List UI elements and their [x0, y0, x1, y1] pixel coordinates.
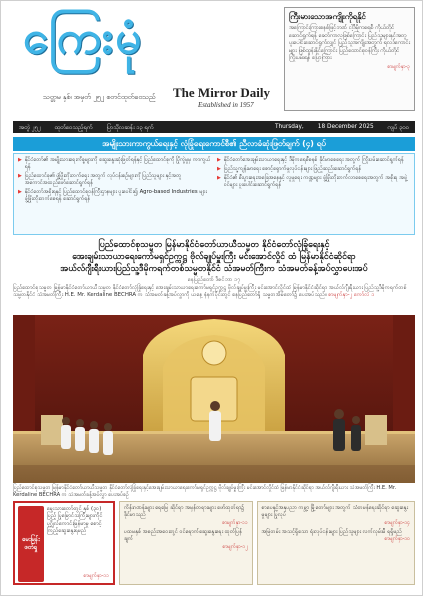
- brief-item: ▶ ပြည်ထောင်စု၏ ဖွံ့ဖြိုးတိုးတက်ရေး အတွက် လုပ်ငန်းစဉ်များကို ပြည်သူများ နှင့်အတူ အကောင်အထည်ဖော်ဆောင်ရွက်ရန်: [18, 172, 182, 186]
- news-briefs-box: [13, 153, 415, 235]
- top-box-heading: ကြီးမားသောအကျိုးကိုရနိုင်: [289, 12, 366, 21]
- photo-caption: ပြည်ထောင်စုသမ္မတ မြန်မာနိုင်ငံတော်ယာယီသမ္မတ နိုင်ငံတော်လုံခြုံရေးနှင့်အေးချမ်းသာယာရေးကော်မရှင်ဥက္ကဋ္ဌ ဗိုလ်ချုပ်မှူးကြီး မင်းအောင်လှိုင်ထံ မြန်မာနိုင်ငံဆိုင်ရာ အယ်လ်ဂျီးရီးယား သံအမတ်ကြီး H.E. Mr. Kerdaline BECHRA က သံအမတ်ခန့်အပ်လွှာ ပေးအပ်စဉ်: [13, 485, 397, 498]
- triangle-bullet-icon: ▶: [217, 175, 221, 181]
- date: 18 December 2025: [317, 124, 374, 130]
- triangle-bullet-icon: ▶: [217, 166, 221, 172]
- briefs-right-column: [217, 157, 410, 231]
- ceremony-photo: [13, 315, 415, 483]
- feature-page-ref[interactable]: စာမျက်နှာ-၁၁: [83, 573, 109, 579]
- continued-page-ref[interactable]: စာမျက်နှာ-၂ ကော်လံ ၁: [328, 292, 375, 299]
- brief-item: ▶ နိုင်ငံတော်၏ အမျိုးသားရေးကိစ္စများကို ဆွေးနွေးဆုံးဖြတ်ရန်နှင့် ပြည်ထောင်စုကို ပြိုကွဲမှုမှ ကာကွယ်ရန်: [18, 157, 211, 170]
- article-body: [13, 285, 415, 299]
- main-headline[interactable]: [21, 239, 407, 275]
- teaser-box-2: [257, 501, 415, 585]
- triangle-bullet-icon: ▶: [18, 188, 22, 195]
- weekday: Thursday,: [274, 124, 304, 130]
- brief-item: ▶ နိုင်ငံ၏ စီးပွားရေးအခြေအနေနှင့် လူမှုရေး ကဏ္ဍများ ဖွံ့ဖြိုးတိုးတက်လာစေရေးအတွက် အစိုးရ အဖွဲ့ဝင်များ ပူးပေါင်းဆောင်ရွက်ရန်: [217, 175, 408, 188]
- headline-line-1: ပြည်ထောင်စုသမ္မတ မြန်မာနိုင်ငံတော်ယာယီသမ္မတ နိုင်ငံတော်လုံခြုံရေးနှင့်: [98, 240, 330, 250]
- teaser-item[interactable]: ပထမနှစ် အစည်းအဝေးတွင် ဝင်ရောက်ဆွေးနွေးရေး ထုတ်ပြန်ချက်: [124, 528, 243, 543]
- teaser-page-ref[interactable]: စာမျက်နှာ-၁၁: [222, 519, 248, 526]
- triangle-bullet-icon: ▶: [18, 157, 22, 163]
- established-line: Established in 1957: [198, 101, 254, 109]
- top-news-box[interactable]: [284, 7, 415, 111]
- masthead: [1, 1, 423, 119]
- teaser-page-ref[interactable]: စာမျက်နှာ-၁၄: [384, 519, 410, 526]
- headline-line-2: အေးချမ်းသာယာရေးကော်မရှင်ဥက္ကဋ္ဌ ဗိုလ်ချုပ်မှူးကြီး မင်းအောင်လှိုင် ထံ မြန်မာနိုင်ငံဆိုင်ရာ: [72, 252, 356, 262]
- feature-brand: မေးမြန်း ဖတ်ရှု: [18, 506, 44, 582]
- teaser-box-1: [119, 501, 253, 585]
- brief-item: ▶ ပြည်သူ့ကျန်းမာရေး စောင့်ရှောက်မှုလုပ်ငန်းများ ဖြည့်ဆည်းဆောင်ရွက်ရန်: [217, 166, 362, 172]
- volume-number: အတွဲ ၂၅၂: [19, 124, 41, 131]
- article-dateline: နေပြည်တော် ဒီဇင်ဘာ ၁၇: [187, 277, 241, 283]
- teaser-page-ref[interactable]: စာမျက်နှာ-၁၂: [222, 543, 248, 550]
- briefs-left-column: [18, 157, 211, 231]
- price: ကျပ် ၃၀၀: [387, 124, 409, 131]
- headline-bar[interactable]: အမျိုးသားကာကွယ်ရေးနှင့် လုံခြုံရေးကောင်စီ၏ ညီလာခံဆုံးဖြတ်ချက် (၄) ရပ်: [13, 137, 415, 151]
- date-bar: [13, 121, 415, 133]
- top-box-body: အကြောင်းကြားစနစ်ဖြင့်ဘဏ် ငါ့ဒီမိုကရေစီ ကိုယ်တိုင်ဆောင်ရွက်ရန် ခေတ်ကာလဖြစ်ကြောင်း ပြည်သူများနှင့်အတူ ပူးပေါင်းဆောင်ရွက်လျှင် ပြည်သူအကျိုးအတွက် ရလဒ်ကောင်းများ ဖြစ်ထွန်းနိုင်ကြောင်း ပြည်ထောင်စုဝန်ကြီး ကိုယ်တိုင်ကြိုးပမ်းရန် ပြောကြား: [289, 25, 411, 62]
- headline-line-3: အယ်လ်ဂျီးရီးယားပြည်သူ့ဒီမိုကရက်တစ်သမ္မတနိုင်ငံ သံအမတ်ကြီးက သံအမတ်ခန့်အပ်လွှာပေးအပ်: [60, 264, 368, 274]
- brief-item: ▶ နိုင်ငံတော်အေးချမ်းသာယာရေးနှင့် ဒီမိုကရေစီစနစ် ခိုင်မာစေရေး အတွက် ကြိုးပမ်းဆောင်ရွက်ရန်: [217, 157, 404, 163]
- article-body-text: ပြည်ထောင်စုသမ္မတ မြန်မာနိုင်ငံတော်ယာယီသမ္မတ နိုင်ငံတော်လုံခြုံရေးနှင့် အေးချမ်းသာယာရေးကော်မရှင်ဥက္ကဋ္ဌ ဗိုလ်ချုပ်မှူးကြီး မင်းအောင်လှိုင်ထံ မြန်မာနိုင်ငံဆိုင်ရာ အယ်လ်ဂျီးရီးယား ပြည်သူ့ဒီမိုကရက်တစ်သမ္မတနိုင်ငံ သံအမတ်ကြီး H.E. Mr. Kerdaline BECHRA က သံအမတ်ခန့်အပ်လွှာကို ယနေ့ နံနက်ပိုင်းတွင် နေပြည်တော်ရှိ သမ္မတအိမ်တော်၌ ပေးအပ်သည်။: [13, 285, 407, 299]
- lunar-date: ပြာသိုလဆန်း ၁၃ ရက်: [106, 124, 154, 131]
- feature-text: မွေးသားတော်တွင် နှစ် (၃၀) ပြည့် ပြုမြောင်သကြီးများကိုင် ပုဂ္ဂိုလ်ကောင်းမြန်မာမှု စောင့်ကြည့်ဆွေးနွေးရမည်: [47, 506, 103, 535]
- top-box-page-ref[interactable]: စာမျက်နှာ-၃: [387, 63, 410, 70]
- teaser-page-ref[interactable]: စာမျက်နှာ-၁၀: [384, 536, 410, 543]
- teaser-item[interactable]: စာပေနှင့်အနုပညာ ကမ္ဘာ့ မြို့တော်များ အတွက် သံတမန်ရေးဆိုင်ရာ ဆွေးနွေးမှုများ ပြုလုပ်: [261, 505, 408, 519]
- feature-teaser[interactable]: [13, 501, 115, 585]
- brief-item: ▶ နိုင်ငံတော်အစိုးရနှင့် ပြည်ထောင်စုဝန်ကြီးဌာနများ ပူးပေါင်း၍ Agro-based Industries များ ဖွံ့ဖြိုးတိုးတက်စေရန် ဆောင်ရွက်ရန်: [18, 188, 207, 202]
- lead-photo: [13, 315, 415, 483]
- masthead-tagline: သတ္တမ နှစ်၊ အမှတ် ၂၅၂ စတင်ထုတ်ဝေသည်: [43, 93, 156, 101]
- newspaper-logo: ကြေးမုံ: [23, 10, 144, 64]
- english-title: The Mirror Daily: [173, 85, 271, 100]
- teaser-item[interactable]: ကိန်းဂဏန်းများ ရေမြေ ဆိုင်ရာ အမှန်တရားများ ဖော်ထုတ်ရာ၌ ခိုင်မာသည်: [124, 505, 245, 519]
- triangle-bullet-icon: ▶: [18, 172, 22, 179]
- teaser-item[interactable]: အမြဲတမ်း အသင့်ရှိသော ရုံးလုပ်ငန်းများ ပြည်သူများ လက်လှမ်းမီ ရရှိမည်: [261, 528, 402, 535]
- issue-label: ထုတ်ဝေသည့်ရက်: [54, 124, 93, 131]
- triangle-bullet-icon: ▶: [217, 157, 221, 163]
- bottom-teasers: [13, 501, 415, 591]
